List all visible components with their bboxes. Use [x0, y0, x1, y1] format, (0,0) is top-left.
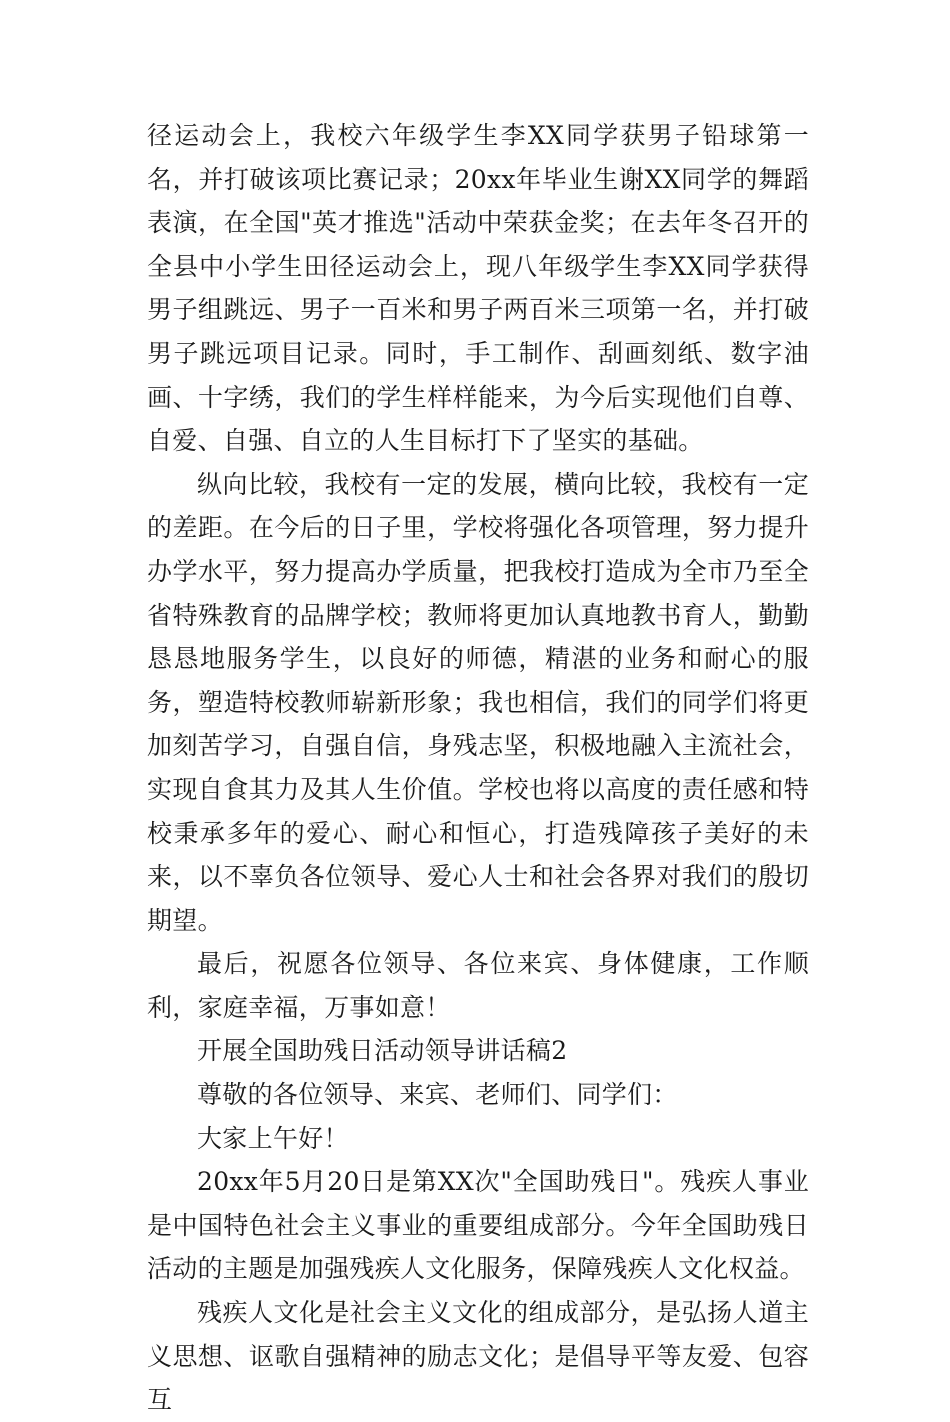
speech-salutation: 尊敬的各位领导、来宾、老师们、同学们：: [197, 1080, 678, 1110]
paragraph-disability-day: 20xx年5月20日是第XX次"全国助残日"。残疾人事业是中国特色社会主义事业的重要组成部分。今年全国助残日活动的主题是加强残疾人文化服务，保障残疾人文化权益。: [147, 1167, 809, 1284]
paragraph-comparison: 纵向比较，我校有一定的发展，横向比较，我校有一定的差距。在今后的日子里，学校将强化各项管理，努力提升办学水平，努力提高办学质量，把我校打造成为全市乃至全省特殊教育的品牌学校；教师将更加认真地教书育人，勤勤恳恳地服务学生，以良好的师德，精湛的业务和耐心的服务，塑造特校教师崭新形象；我也相信，我们的同学们将更加刻苦学习，自强自信，身残志坚，积极地融入主流社会，实现自食其力及其人生价值。学校也将以高度的责任感和特校秉承多年的爱心、耐心和恒心，打造残障孩子美好的未来，以不辜负各位领导、爱心人士和社会各界对我们的殷切期望。: [147, 469, 809, 935]
speech-title: 开展全国助残日活动领导讲话稿2: [197, 1036, 568, 1066]
paragraph-closing-wishes: 最后，祝愿各位领导、各位来宾、身体健康，工作顺利，家庭幸福，万事如意！: [147, 949, 809, 1022]
speech-greeting: 大家上午好！: [197, 1123, 349, 1153]
document-body: [147, 114, 809, 1422]
paragraph-achievements: 径运动会上，我校六年级学生李XX同学获男子铅球第一名，并打破该项比赛记录；20xx年毕业生谢XX同学的舞蹈表演，在全国"英才推选"活动中荣获金奖；在去年冬召开的全县中小学生田径运动会上，现八年级学生李XX同学获得男子组跳远、男子一百米和男子两百米三项第一名，并打破男子跳远项目记录。同时，手工制作、刮画刻纸、数字油画、十字绣，我们的学生样样能来，为今后实现他们自尊、自爱、自强、自立的人生目标打下了坚实的基础。: [147, 121, 809, 456]
paragraph-disability-culture: 残疾人文化是社会主义文化的组成部分，是弘扬人道主义思想、讴歌自强精神的励志文化；是倡导平等友爱、包容互: [147, 1298, 809, 1415]
